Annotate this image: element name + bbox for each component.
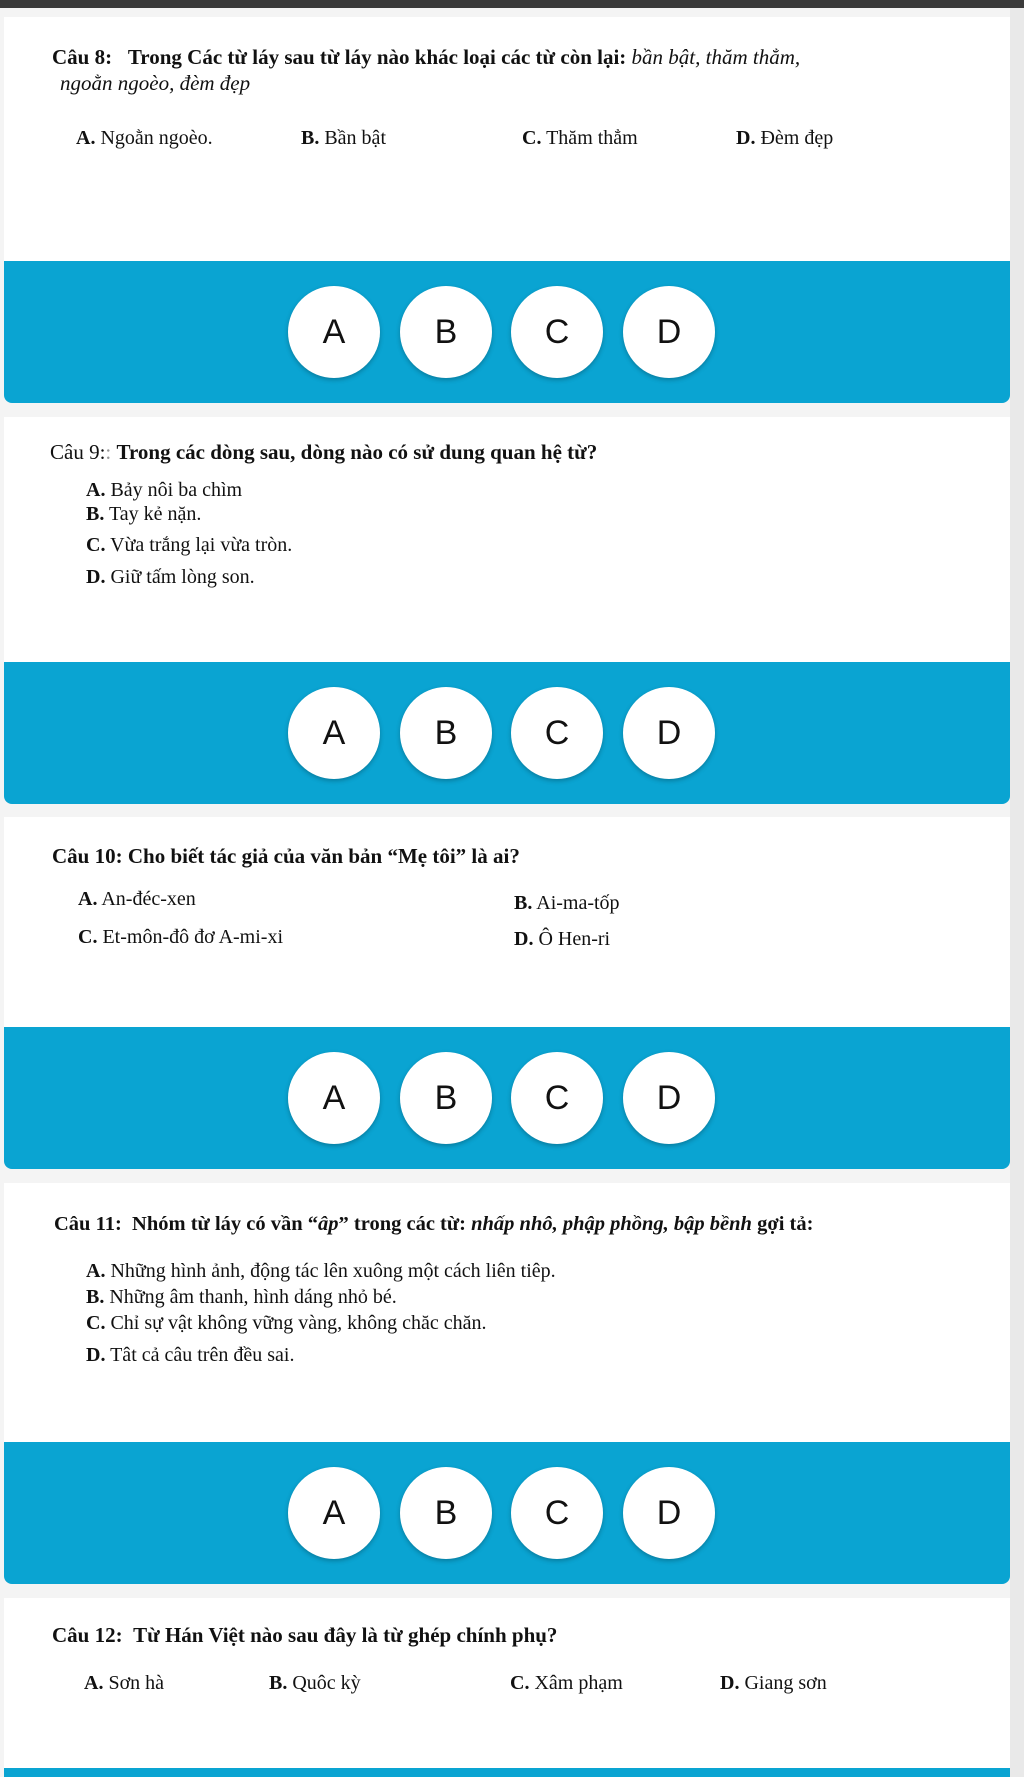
question-number: Câu 12:: [52, 1623, 123, 1647]
option-d: D. Giữ tấm lòng son.: [86, 566, 255, 588]
answer-bar-9: [4, 662, 1010, 804]
top-status-bar: [0, 0, 1024, 8]
option-c: C. Xâm phạm: [510, 1672, 623, 1694]
answer-button-c[interactable]: C: [511, 687, 603, 779]
question-prompt-2: ” trong các từ:: [338, 1213, 466, 1235]
answer-bar-11: [4, 1442, 1010, 1584]
question-text: [52, 843, 972, 869]
option-a: A. Những hình ảnh, động tác lên xuông một cách liên tiêp.: [86, 1260, 556, 1282]
question-number: Câu 10:: [52, 844, 123, 868]
question-italic: bần bật, thăm thẳm,: [631, 45, 801, 69]
answer-button-b[interactable]: B: [400, 1467, 492, 1559]
option-a: A. Sơn hà: [84, 1672, 165, 1694]
answer-button-c[interactable]: C: [511, 1467, 603, 1559]
answer-bar-10: [4, 1027, 1010, 1169]
question-italic-2: ngoằn ngoèo, đèm đẹp: [60, 71, 251, 95]
question-text: [54, 1211, 1004, 1237]
option-a: A. Bảy nôi ba chìm: [86, 479, 243, 501]
answer-bar-12-edge: [4, 1768, 1010, 1777]
answer-button-b[interactable]: B: [400, 286, 492, 378]
scrollbar-track[interactable]: [1010, 8, 1024, 1777]
option-b: B. Tay kẻ nặn.: [86, 503, 202, 525]
option-c: C. Vừa trắng lại vừa tròn.: [86, 534, 293, 556]
question-card-12: [4, 1598, 1010, 1768]
option-a: A. An-đéc-xen: [78, 888, 196, 910]
question-number: Câu 9:: [50, 440, 106, 464]
question-card-9: [4, 417, 1010, 662]
question-separator: :: [105, 440, 112, 464]
question-text: [52, 44, 972, 96]
answer-button-a[interactable]: A: [288, 1467, 380, 1559]
answer-button-c[interactable]: C: [511, 1052, 603, 1144]
question-prompt-3: gợi tả:: [757, 1213, 814, 1235]
answer-button-d[interactable]: D: [623, 687, 715, 779]
answer-button-b[interactable]: B: [400, 1052, 492, 1144]
option-a: A. Ngoằn ngoèo.: [76, 127, 213, 149]
question-emphasis: âp: [318, 1213, 339, 1235]
answer-button-b[interactable]: B: [400, 687, 492, 779]
answer-button-c[interactable]: C: [511, 286, 603, 378]
option-d: D. Đèm đẹp: [736, 127, 834, 149]
option-c: C. Thăm thẳm: [522, 127, 638, 149]
answer-button-a[interactable]: A: [288, 1052, 380, 1144]
answer-bar-8: [4, 261, 1010, 403]
question-italic: nhấp nhô, phập phồng, bập bềnh: [471, 1213, 752, 1235]
option-d: D. Tât cả câu trên đều sai.: [86, 1344, 295, 1366]
option-d: D. Ô Hen-ri: [514, 928, 611, 950]
question-card-8: [4, 17, 1010, 261]
question-text: [50, 439, 970, 465]
question-prompt: Từ Hán Việt nào sau đây là từ ghép chính phụ?: [133, 1623, 558, 1647]
option-b: B. Ai-ma-tốp: [514, 892, 620, 914]
question-prompt: Cho biết tác giả của văn bản “Mẹ tôi” là ai?: [127, 844, 520, 868]
question-card-11: [4, 1183, 1010, 1442]
answer-button-d[interactable]: D: [623, 286, 715, 378]
question-prompt: Trong Các từ láy sau từ láy nào khác loại các từ còn lại:: [127, 45, 627, 69]
option-d: D. Giang sơn: [720, 1672, 827, 1694]
option-c: C. Chỉ sự vật không vững vàng, không chăc chăn.: [86, 1312, 487, 1334]
option-c: C. Et-môn-đô đơ A-mi-xi: [78, 926, 284, 948]
question-prompt: Trong các dòng sau, dòng nào có sử dung quan hệ từ?: [116, 440, 598, 464]
option-b: B. Những âm thanh, hình dáng nhỏ bé.: [86, 1286, 397, 1308]
question-number: Câu 8:: [52, 45, 113, 69]
answer-button-d[interactable]: D: [623, 1052, 715, 1144]
question-number: Câu 11:: [54, 1213, 122, 1235]
question-card-10: [4, 817, 1010, 1027]
option-b: B. Quôc kỳ: [269, 1672, 361, 1694]
answer-button-a[interactable]: A: [288, 286, 380, 378]
answer-button-a[interactable]: A: [288, 687, 380, 779]
answer-button-d[interactable]: D: [623, 1467, 715, 1559]
question-prompt: Nhóm từ láy có vần “: [132, 1213, 319, 1235]
option-b: B. Bần bật: [301, 127, 386, 149]
question-text: [52, 1622, 972, 1648]
